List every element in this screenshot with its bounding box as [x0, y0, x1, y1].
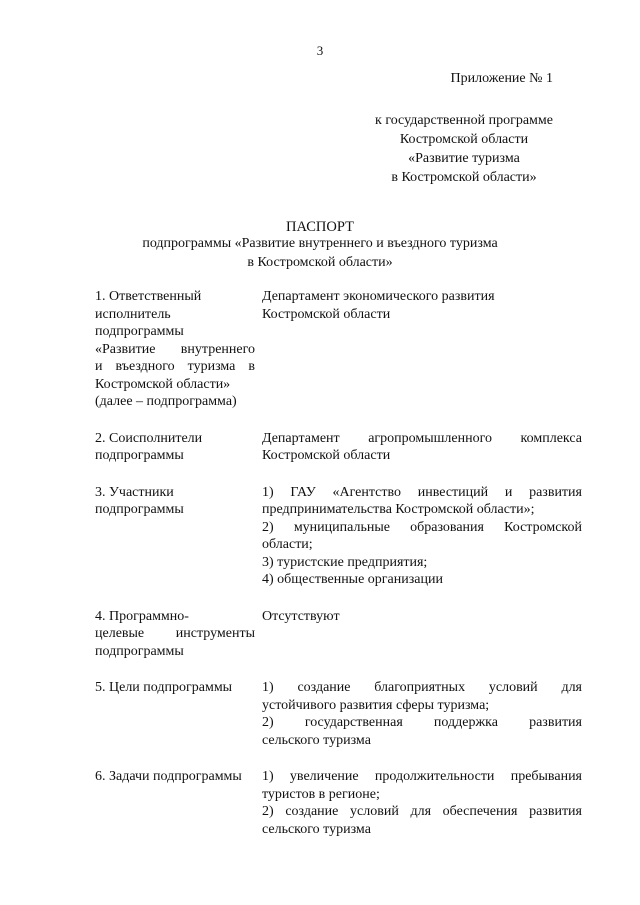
value-line: сельского туризма: [262, 732, 371, 748]
value-line: Департамент экономического развития: [262, 289, 495, 304]
appendix-ref-line: к государственной программе: [375, 113, 553, 128]
passport-row: [95, 430, 585, 465]
label-line: 4. Программно-: [95, 608, 189, 624]
value-line: Костромской области: [262, 306, 391, 322]
appendix-label: Приложение № 1: [450, 71, 553, 86]
label-line: подпрограммы: [95, 324, 184, 339]
value-line: 1) увеличение продолжительности пребывания: [262, 769, 582, 784]
label-line: «Развитие внутреннего: [95, 341, 255, 357]
label-line: подпрограммы: [95, 502, 184, 517]
row-value: [262, 608, 582, 661]
value-line: предпринимательства Костромской области»;: [262, 502, 535, 517]
passport-row: [95, 768, 585, 838]
label-line: 1. Ответственный: [95, 289, 202, 304]
row-label: [95, 430, 255, 465]
value-line: области;: [262, 537, 313, 552]
value-line: 2) государственная поддержка развития: [262, 715, 582, 730]
value-line: 1) создание благоприятных условий для: [262, 680, 582, 695]
passport-row: [95, 288, 585, 411]
passport-row: [95, 679, 585, 749]
value-line: сельского туризма: [262, 821, 371, 837]
label-line: подпрограммы: [95, 643, 184, 659]
label-line: 2. Соисполнители: [95, 430, 203, 446]
row-value: [262, 288, 582, 411]
label-line: целевые инструменты: [95, 626, 255, 641]
value-line: устойчивого развития сферы туризма;: [262, 697, 490, 713]
value-line: Костромской области: [262, 448, 391, 463]
appendix-ref-line: «Развитие туризма: [408, 151, 520, 166]
passport-row: [95, 608, 585, 661]
label-line: исполнитель: [95, 306, 171, 322]
value-line: 1) ГАУ «Агентство инвестиций и развития: [262, 484, 582, 500]
label-line: 5. Цели подпрограммы: [95, 680, 233, 695]
subtitle-line: в Костромской области»: [247, 255, 393, 270]
document-subtitle: [0, 234, 640, 272]
label-line: подпрограммы: [95, 448, 184, 463]
passport-row: [95, 484, 585, 589]
label-line: 3. Участники: [95, 484, 174, 500]
value-line: туристов в регионе;: [262, 786, 380, 802]
row-value: [262, 484, 582, 589]
row-label: [95, 679, 255, 749]
value-line: 4) общественные организации: [262, 572, 443, 587]
row-label: [95, 608, 255, 661]
value-line: 2) муниципальные образования Костромской: [262, 519, 582, 535]
value-line: Отсутствуют: [262, 608, 340, 624]
label-line: и въездного туризма в: [95, 359, 255, 374]
label-line: 6. Задачи подпрограммы: [95, 769, 242, 784]
appendix-ref-line: Костромской области: [399, 132, 529, 147]
row-label: [95, 288, 255, 411]
subtitle-line: подпрограммы «Развитие внутреннего и въездного туризма: [142, 236, 498, 251]
label-line: Костромской области»: [95, 376, 231, 392]
page-number: 3: [316, 43, 324, 58]
document-title: ПАСПОРТ: [286, 219, 354, 235]
value-line: Департамент агропромышленного комплекса: [262, 430, 582, 446]
appendix-ref-line: в Костромской области»: [391, 170, 537, 185]
value-line: 3) туристские предприятия;: [262, 554, 428, 570]
row-value: [262, 430, 582, 465]
row-value: [262, 679, 582, 749]
label-line: (далее – подпрограмма): [95, 394, 237, 409]
value-line: 2) создание условий для обеспечения развития: [262, 804, 582, 819]
row-label: [95, 768, 255, 838]
row-value: [262, 768, 582, 838]
passport-table: [95, 288, 585, 857]
row-label: [95, 484, 255, 589]
appendix-reference: [334, 111, 594, 187]
